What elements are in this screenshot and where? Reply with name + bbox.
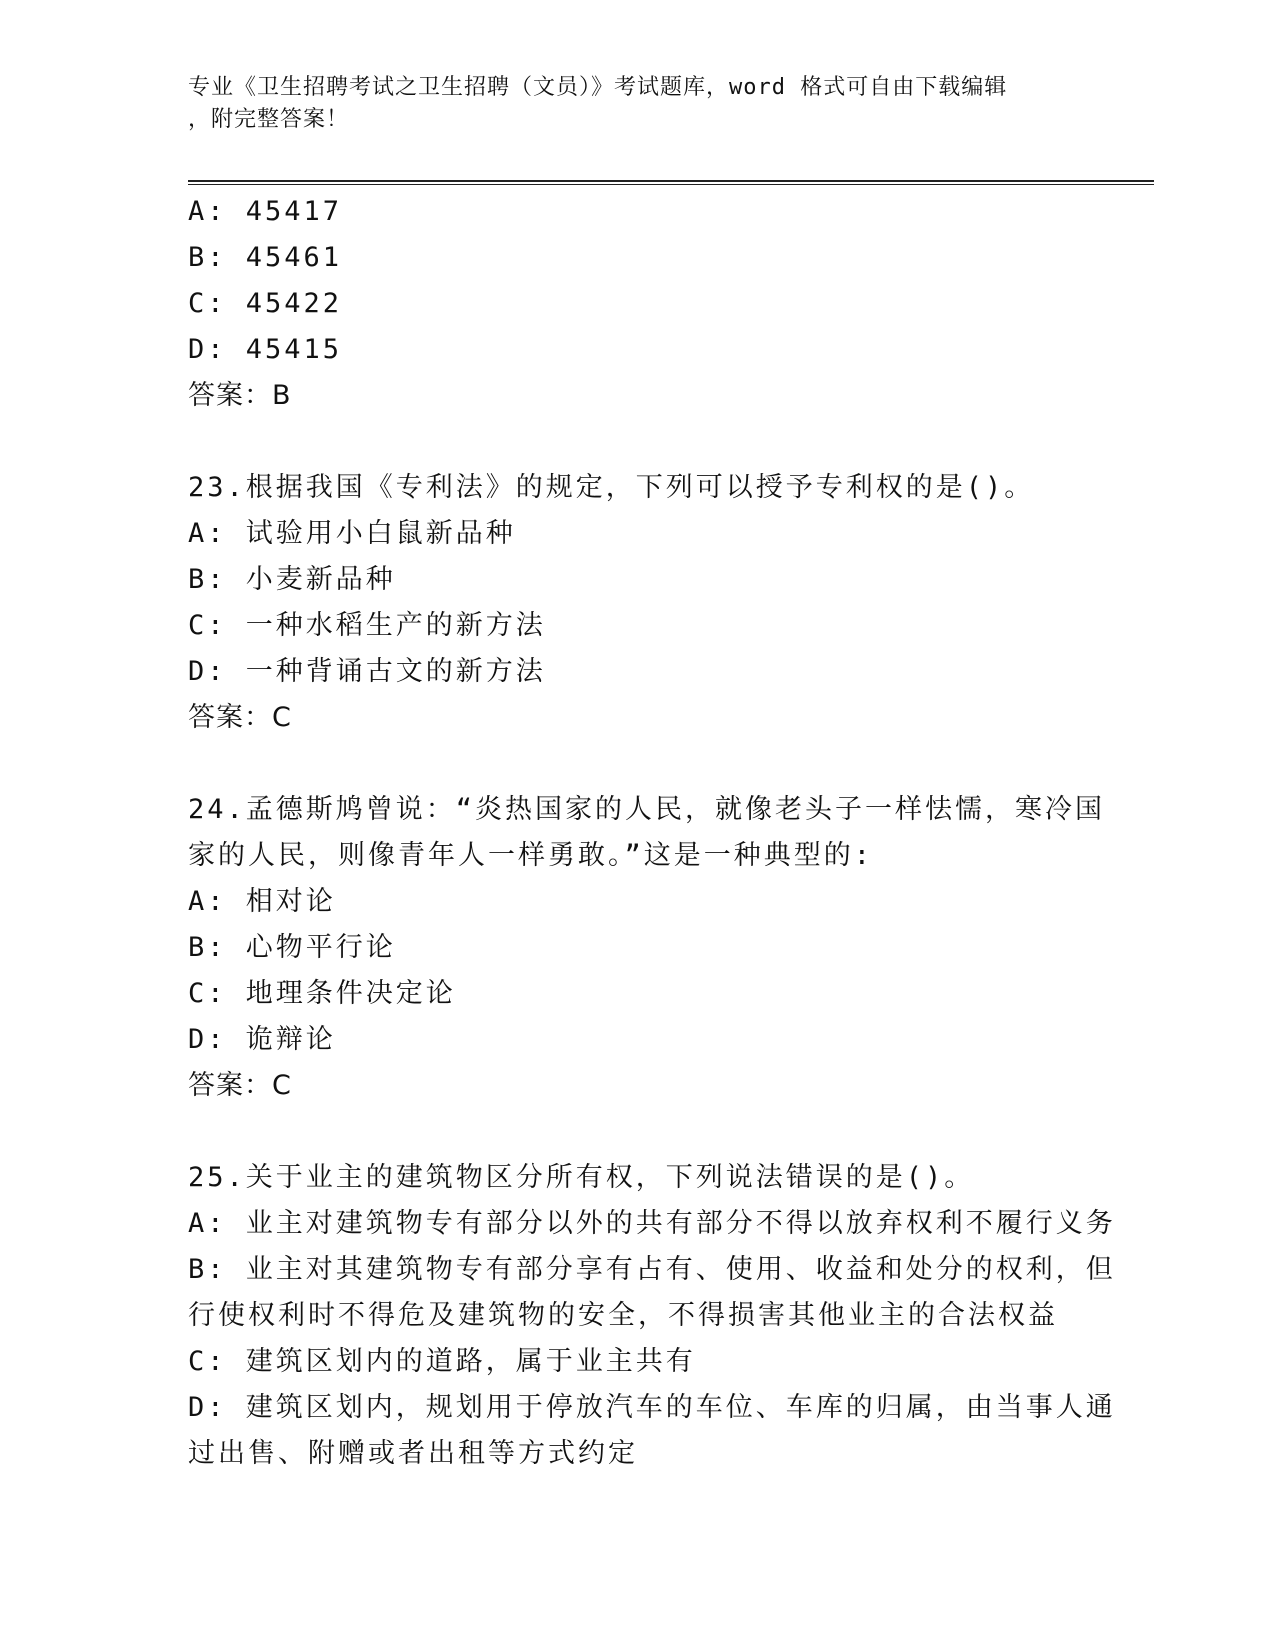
option-d: D: 45415 [188, 334, 343, 365]
header-line-2: ，附完整答案！ [188, 107, 350, 132]
option-b-line-2: 行使权利时不得危及建筑物的安全，不得损害其他业主的合法权益 [188, 1300, 1058, 1331]
question-24 [188, 787, 1106, 1109]
option-a: A: 45417 [188, 196, 343, 227]
question-text: 23.根据我国《专利法》的规定，下列可以授予专利权的是()。 [188, 472, 1035, 503]
option-d-line-1: D: 建筑区划内，规划用于停放汽车的车位、车库的归属，由当事人通 [188, 1392, 1116, 1423]
option-c: C: 一种水稻生产的新方法 [188, 610, 546, 641]
answer: 答案：C [188, 1070, 292, 1101]
question-text-line-1: 24.孟德斯鸠曾说：“炎热国家的人民，就像老头子一样怯懦，寒冷国 [188, 794, 1106, 825]
question-text: 25.关于业主的建筑物区分所有权，下列说法错误的是()。 [188, 1162, 975, 1193]
question-22-options [188, 189, 1088, 419]
option-b: B: 心物平行论 [188, 932, 396, 963]
question-23 [188, 465, 1088, 741]
option-d: D: 一种背诵古文的新方法 [188, 656, 546, 687]
option-d-line-2: 过出售、附赠或者出租等方式约定 [188, 1438, 638, 1469]
question-list [188, 189, 1116, 1477]
header-divider [188, 180, 1154, 185]
option-b-line-1: B: 业主对其建筑物专有部分享有占有、使用、收益和处分的权利，但 [188, 1254, 1116, 1285]
option-c: C: 地理条件决定论 [188, 978, 456, 1009]
option-b: B: 45461 [188, 242, 343, 273]
question-25 [188, 1155, 1116, 1477]
spacer [188, 1109, 1088, 1155]
option-c: C: 45422 [188, 288, 343, 319]
option-b: B: 小麦新品种 [188, 564, 396, 595]
spacer [188, 419, 1088, 465]
option-a: A: 试验用小白鼠新品种 [188, 518, 516, 549]
document-header [188, 72, 1068, 136]
spacer [188, 741, 1088, 787]
question-text-line-2: 家的人民，则像青年人一样勇敢。”这是一种典型的: [188, 840, 874, 871]
option-c: C: 建筑区划内的道路，属于业主共有 [188, 1346, 696, 1377]
option-a: A: 相对论 [188, 886, 336, 917]
answer: 答案：C [188, 702, 292, 733]
answer: 答案：B [188, 380, 292, 411]
option-a: A: 业主对建筑物专有部分以外的共有部分不得以放弃权利不履行义务 [188, 1208, 1116, 1239]
option-d: D: 诡辩论 [188, 1024, 336, 1055]
header-line-1: 专业《卫生招聘考试之卫生招聘（文员）》考试题库，word 格式可自由下载编辑 [188, 75, 1008, 100]
